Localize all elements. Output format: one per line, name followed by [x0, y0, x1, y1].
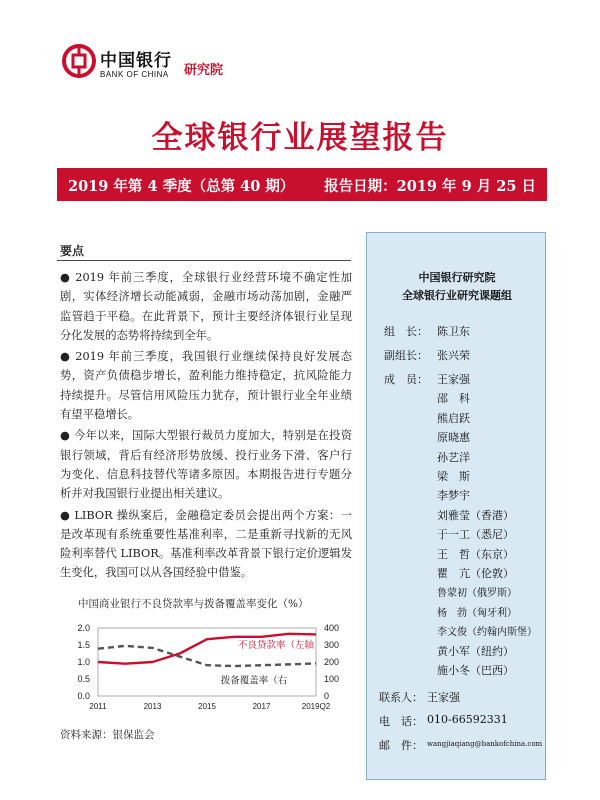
key-point-item: ● LIBOR 操纵案后，金融稳定委员会提出两个方案：一是改革现有系统重要性基准利率，二是重新寻找新的无风险利率替代 LIBOR。基准利率改革背景下银行定价逻辑发生变化，我国可以从各国经验中借鉴。 [60, 508, 352, 580]
chart-source: 资料来源：银保监会 [60, 729, 155, 741]
mail-label: 邮 件： [379, 739, 423, 752]
report-date: 报告日期：2019 年 9 月 25 日 [324, 178, 536, 195]
right-axis-tick-label: 200 [324, 657, 340, 667]
key-point-item: ● 2019 年前三季度，全球银行业经营环境不确定性加剧，实体经济增长动能减弱，金融市场动荡加剧，金融严监管趋于平稳。在此背景下，预计主要经济体银行业呈现分化发展的态势将持续到全年。 [60, 271, 352, 342]
left-axis-tick-label: 0.0 [77, 691, 90, 701]
logo [62, 44, 252, 88]
member-name: 杨 勃（匈牙利） [437, 607, 517, 619]
x-axis-tick-label: 2017 [252, 702, 271, 711]
x-axis-tick-label: 2019Q2 [301, 702, 331, 711]
member-name: 刘雅莹（香港） [437, 508, 514, 522]
key-points-divider [57, 260, 351, 261]
npl-ratio-label: 不良贷款率（左轴 [237, 640, 315, 651]
member-name: 施小冬（巴西） [437, 664, 514, 677]
members-label: 成 员： [384, 373, 428, 386]
x-axis-tick-label: 2013 [143, 702, 162, 711]
institute-name: 研究院 [184, 63, 224, 78]
key-points-list [60, 268, 352, 585]
member-name: 孙艺洋 [437, 450, 470, 464]
member-name: 梁 斯 [437, 470, 470, 483]
right-axis-tick-label: 100 [324, 674, 340, 684]
left-axis-tick-label: 0.5 [77, 674, 90, 684]
member-name: 李梦宇 [437, 489, 470, 503]
key-point-item: ● 2019 年前三季度，我国银行业继续保持良好发展态势，资产负债稳步增长，盈利能力维持稳定，抗风险能力持续提升。尽管信用风险压力犹存，预计银行业全年业绩有望平稳增长。 [60, 350, 352, 422]
member-name: 黄小军（纽约） [437, 644, 514, 658]
phone-label: 电 话： [379, 715, 423, 728]
contact-label: 联系人： [379, 691, 423, 704]
report-title: 全球银行业展望报告 [151, 120, 449, 156]
member-name: 原晓惠 [437, 431, 470, 445]
bank-of-china-emblem-icon [62, 44, 96, 78]
sidebar-group: 全球银行业研究课题组 [402, 289, 512, 302]
logo-chinese-name: 中国银行 [100, 51, 172, 71]
provision-coverage-label: 拨备覆盖率（右 [220, 675, 288, 687]
leader-name: 陈卫东 [437, 325, 470, 338]
issue-number: 2019 年第 4 季度（总第 40 期） [68, 178, 295, 195]
deputy-name: 张兴荣 [437, 349, 470, 362]
sidebar-institute: 中国银行研究院 [418, 271, 496, 284]
member-name: 瞿 亢（伦敦） [437, 567, 514, 580]
left-axis-tick-label: 1.5 [77, 640, 90, 650]
right-axis-tick-label: 0 [324, 691, 330, 701]
x-axis-tick-label: 2011 [89, 702, 107, 711]
member-name: 熊启跃 [437, 411, 470, 425]
npl-provision-chart [40, 612, 352, 720]
member-name: 王 哲（东京） [437, 547, 514, 561]
research-team-sidebar [366, 232, 546, 780]
mail-address[interactable]: wangjiaqiang@bankofchina.com [427, 740, 543, 748]
deputy-label: 副组长： [384, 349, 428, 362]
left-axis-tick-label: 1.0 [77, 657, 90, 667]
x-axis-tick-label: 2015 [198, 702, 216, 711]
key-points-heading: 要点 [60, 244, 85, 258]
chart-title: 中国商业银行不良贷款率与拨备覆盖率变化（%） [78, 598, 309, 610]
left-axis-tick-label: 2.0 [77, 623, 90, 633]
key-point-item: ● 今年以来，国际大型银行裁员力度加大，特别是在投资银行领域，背后有经济形势放缓、投行业务下滑、客户行为变化、信息科技替代等诸多原因。本期报告进行专题分析并对我国银行业提出相关建议。 [60, 429, 352, 501]
logo-english-name: BANK OF CHINA [100, 70, 169, 79]
member-name: 于一工（悉尼） [437, 528, 514, 542]
member-name: 鲁蒙初（俄罗斯） [437, 588, 517, 600]
issue-band [57, 168, 547, 201]
member-name: 李文俊（约翰内斯堡） [437, 627, 537, 639]
right-axis-tick-label: 300 [324, 640, 340, 650]
member-name: 王家强 [437, 373, 470, 386]
phone-number: 010-66592331 [427, 713, 508, 726]
leader-label: 组 长： [384, 325, 428, 338]
contact-name: 王家强 [427, 691, 460, 704]
member-name: 邵 科 [437, 392, 470, 406]
right-axis-tick-label: 400 [324, 623, 340, 633]
